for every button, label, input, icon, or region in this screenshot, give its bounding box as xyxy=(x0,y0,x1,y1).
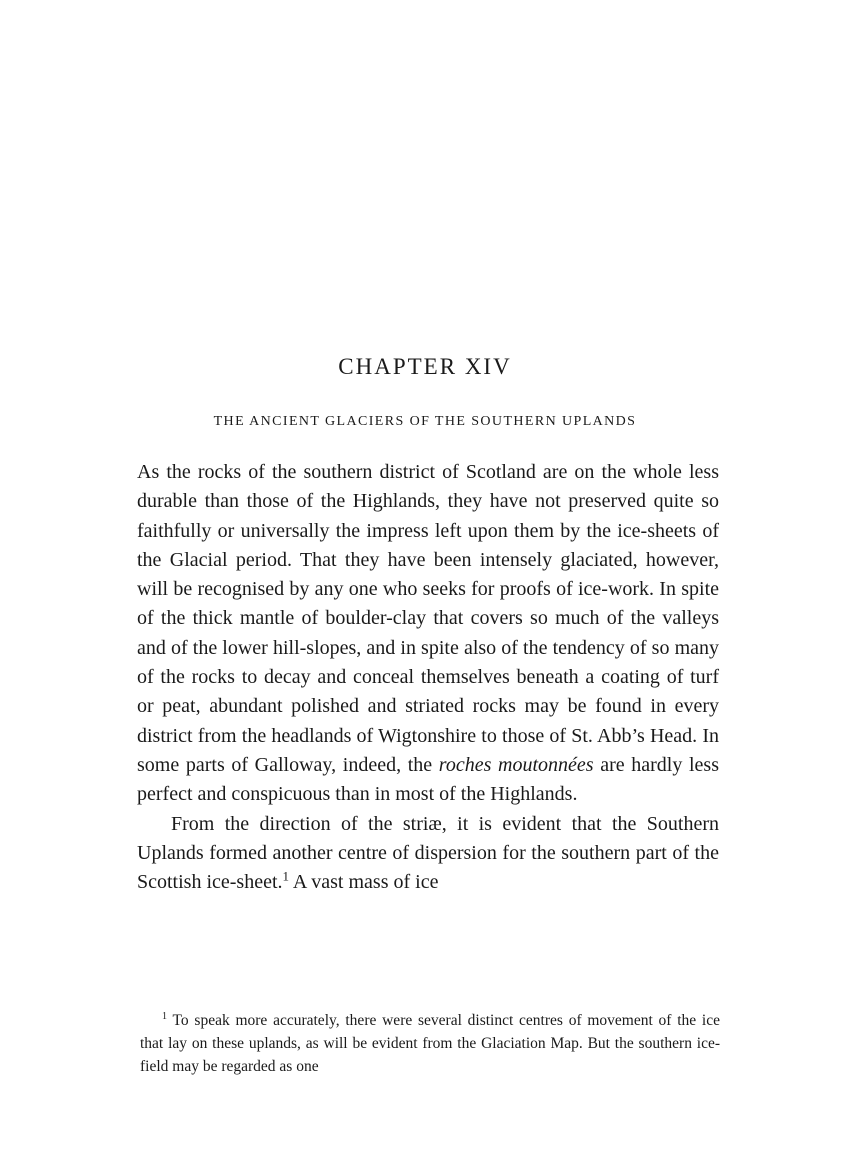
paragraph-1 xyxy=(137,458,719,810)
paragraph-1-text-a: As the rocks of the southern district of Scotland are on the whole less durable than those of the Highlands, they have not preserved quite so faithfully or universally the impress left upon them by the ice-sheets of the Glacial period. That they have been intensely glaciated, however, will be recognised by any one who seeks for proofs of ice-work. In spite of the thick mantle of boulder-clay that covers so much of the valleys and of the lower hill-slopes, and in spite also of the tendency of so many of the rocks to decay and conceal themselves beneath a coating of turf or peat, abundant polished and striated rocks may be found in every district from the headlands of Wigtonshire to those of St. Abb’s Head. In some parts of Galloway, indeed, the xyxy=(137,461,719,776)
footnote-text: To speak more accurately, there were several distinct centres of movement of the ice that lay on these uplands, as will be evident from the Glaciation Map. But the southern ice-field may be regarded as one xyxy=(140,1012,720,1075)
chapter-subtitle: THE ANCIENT GLACIERS OF THE SOUTHERN UPLANDS xyxy=(213,414,637,429)
paragraph-2-text-a: From the direction of the striæ, it is evident that the Southern Uplands formed another centre of dispersion for the southern part of the Scottish ice-sheet. xyxy=(137,812,719,894)
chapter-title xyxy=(0,354,850,380)
footnote-marker: 1 xyxy=(162,1010,168,1022)
paragraph-2-text-b: A vast mass of ice xyxy=(289,871,439,894)
paragraph-1-italic: roches moutonnées xyxy=(438,753,594,776)
footnote-reference: 1 xyxy=(282,868,290,884)
body-text xyxy=(137,458,719,897)
paragraph-1-text-b: are hardly less perfect and conspicuous than in most of the Highlands. xyxy=(137,753,719,806)
paragraph-2 xyxy=(137,810,719,898)
chapter-title-text: CHAPTER XIV xyxy=(338,354,512,379)
footnote xyxy=(140,1009,720,1078)
